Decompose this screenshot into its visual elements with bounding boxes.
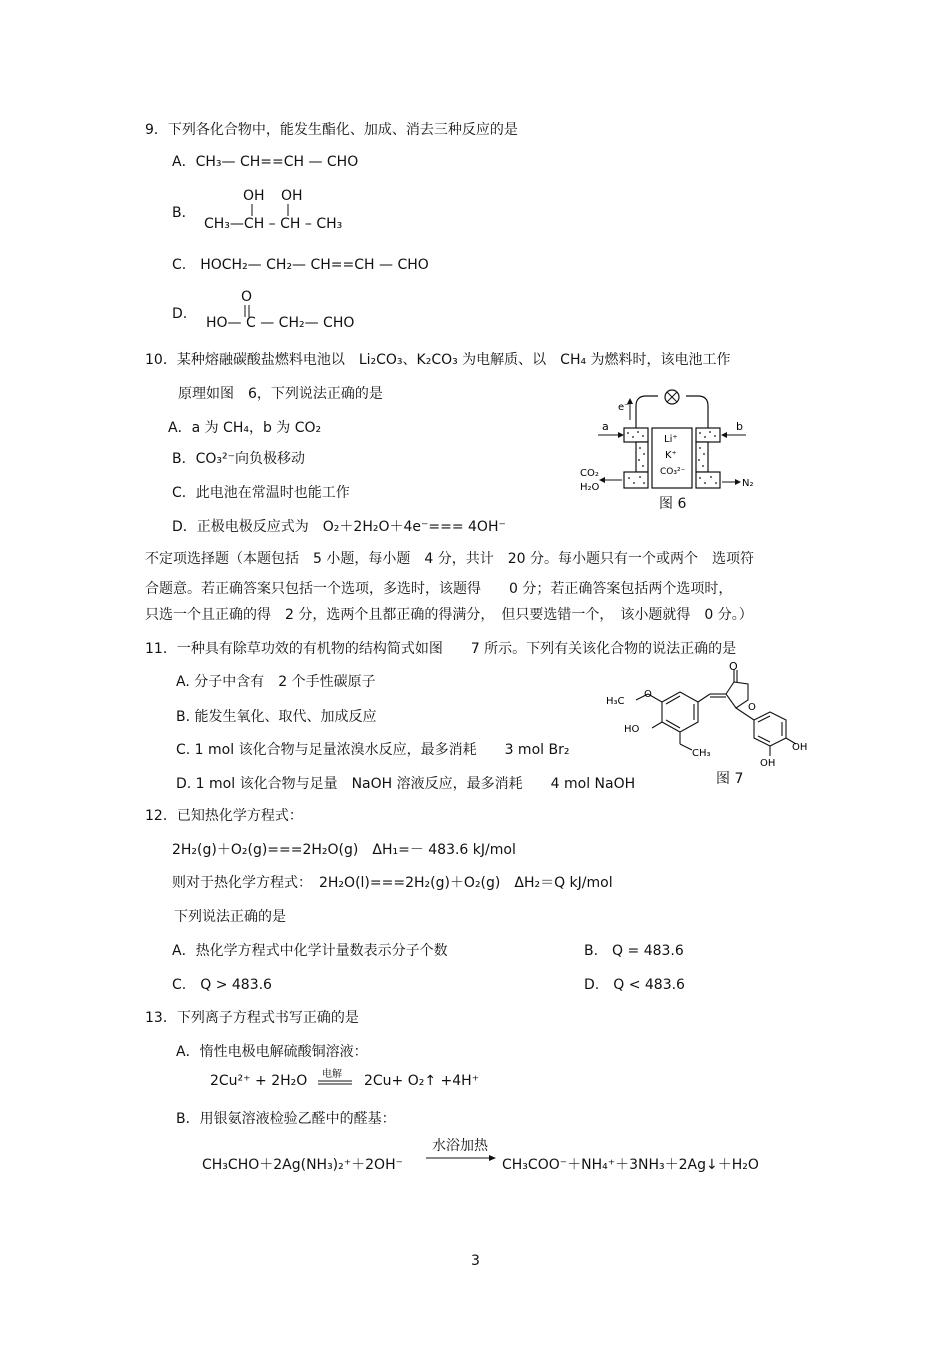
fig7-ring-o: O — [748, 702, 756, 713]
q9-b-chain: CH₃—CH – CH – CH₃ — [204, 216, 343, 232]
q10-option-a: A．a 为 CH₄，b 为 CO₂ — [168, 420, 322, 436]
fig6-out-h2o: H₂O — [580, 482, 600, 493]
q13-a-eq-right: 2Cu+ O₂↑ +4H⁺ — [364, 1073, 480, 1089]
q13-b-eq-left: CH₃CHO＋2Ag(NH₃)₂⁺＋2OH⁻ — [202, 1157, 403, 1173]
q11-option-b: B. 能发生氧化、取代、加成反应 — [176, 709, 377, 725]
q11-stem: 11．一种具有除草功效的有机物的结构简式如图 7 所示。下列有关该化合物的说法正确的是 — [145, 641, 737, 657]
q9-b-oh1: OH — [243, 188, 265, 204]
fig6-ion-co3: CO₃²⁻ — [660, 467, 686, 477]
figure-6-fuel-cell — [578, 388, 758, 500]
page-number: 3 — [471, 1253, 480, 1269]
fig6-a-label: a — [602, 420, 609, 433]
q10-stem-1: 10．某种熔融碳酸盐燃料电池以 Li₂CO₃、K₂CO₃ 为电解质、以 CH₄ 为燃料时，该电池工作 — [145, 352, 731, 368]
fig7-ch3: CH₃ — [692, 748, 711, 759]
q9-d-o: O — [241, 289, 253, 305]
figure-7-structure — [596, 660, 808, 768]
q13-option-a: A．惰性电极电解硫酸铜溶液： — [176, 1044, 368, 1060]
mc-instruction-3: 只选一个且正确的得 2 分，选两个且都正确的得满分， 但只要选错一个， 该小题就得 0 分。） — [145, 607, 753, 623]
q12-eq2: 则对于热化学方程式： 2H₂O(l)===2H₂(g)＋O₂(g) ΔH₂＝Q kJ/mol — [172, 875, 613, 891]
fig7-oh-bottom: OH — [760, 758, 776, 768]
figure-7-caption: 图 7 — [716, 771, 744, 787]
q12-option-b: B. Q = 483.6 — [584, 943, 684, 959]
q9-option-a: A．CH₃— CH==CH — CHO — [172, 154, 359, 170]
q9-option-d-label: D. — [172, 306, 188, 322]
mc-instruction-2: 合题意。若正确答案只包括一个选项，多选时，该题得 0 分；若正确答案包括两个选项时， — [145, 581, 733, 597]
fig7-oh-right: OH — [792, 742, 808, 753]
fig6-out-n2: N₂ — [742, 478, 754, 489]
q10-option-d: D．正极电极反应式为 O₂＋2H₂O＋4e⁻=== 4OH⁻ — [172, 519, 506, 535]
fig7-carbonyl-o: O — [729, 660, 738, 673]
q10-option-b: B．CO₃²⁻向负极移动 — [172, 451, 306, 467]
q9-b-oh2: OH — [281, 188, 303, 204]
figure-6-caption: 图 6 — [659, 496, 687, 512]
q13-b-eq-right: CH₃COO⁻＋NH₄⁺＋3NH₃＋2Ag↓＋H₂O — [502, 1157, 759, 1173]
mc-instruction-1: 不定项选择题（本题包括 5 小题，每小题 4 分，共计 20 分。每小题只有一个或两个 选项符 — [145, 551, 754, 567]
q12-option-d: D. Q < 483.6 — [584, 977, 685, 993]
fig6-ion-li: Li⁺ — [664, 434, 678, 445]
q11-option-a: A. 分子中含有 2 个手性碳原子 — [176, 674, 376, 690]
q12-stem: 12．已知热化学方程式： — [145, 808, 303, 824]
q11-option-d: D. 1 mol 该化合物与足量 NaOH 溶液反应，最多消耗 4 mol NaOH — [176, 776, 636, 792]
fig7-o-top: O — [644, 689, 652, 700]
q13-option-b: B．用银氨溶液检验乙醛中的醛基： — [176, 1111, 396, 1127]
q10-option-c: C．此电池在常温时也能工作 — [172, 485, 350, 501]
q13-b-condition: 水浴加热 — [432, 1138, 488, 1154]
fig7-ho: HO — [624, 724, 640, 735]
q9-option-c: C. HOCH₂— CH₂— CH==CH — CHO — [172, 257, 429, 273]
q12-option-a: A．热化学方程式中化学计量数表示分子个数 — [172, 943, 448, 959]
fig6-b-label: b — [736, 420, 743, 433]
fig6-out-co2: CO₂ — [580, 468, 599, 479]
fig7-h3c: H₃C — [606, 696, 625, 707]
q12-option-c: C. Q > 483.6 — [172, 977, 272, 993]
q9-stem: 9．下列各化合物中，能发生酯化、加成、消去三种反应的是 — [145, 122, 518, 138]
q11-option-c: C. 1 mol 该化合物与足量浓溴水反应，最多消耗 3 mol Br₂ — [176, 742, 570, 758]
q9-option-b-label: B． — [172, 205, 196, 221]
fig6-e-label: e⁻ — [618, 402, 630, 413]
q13-a-condition: 电解 — [322, 1069, 342, 1080]
q10-stem-2: 原理如图 6，下列说法正确的是 — [178, 386, 383, 402]
q13-a-eq-left: 2Cu²⁺ + 2H₂O — [210, 1073, 308, 1089]
q13-a-equals-sign — [318, 1080, 354, 1086]
q9-d-chain: HO— C — CH₂— CHO — [206, 315, 355, 331]
q12-eq1: 2H₂(g)＋O₂(g)===2H₂O(g) ΔH₁=－ 483.6 kJ/mol — [172, 842, 516, 858]
q12-ask: 下列说法正确的是 — [174, 909, 286, 925]
q13-b-arrow — [426, 1153, 498, 1163]
q13-stem: 13．下列离子方程式书写正确的是 — [145, 1010, 359, 1026]
fig6-ion-k: K⁺ — [665, 450, 677, 461]
